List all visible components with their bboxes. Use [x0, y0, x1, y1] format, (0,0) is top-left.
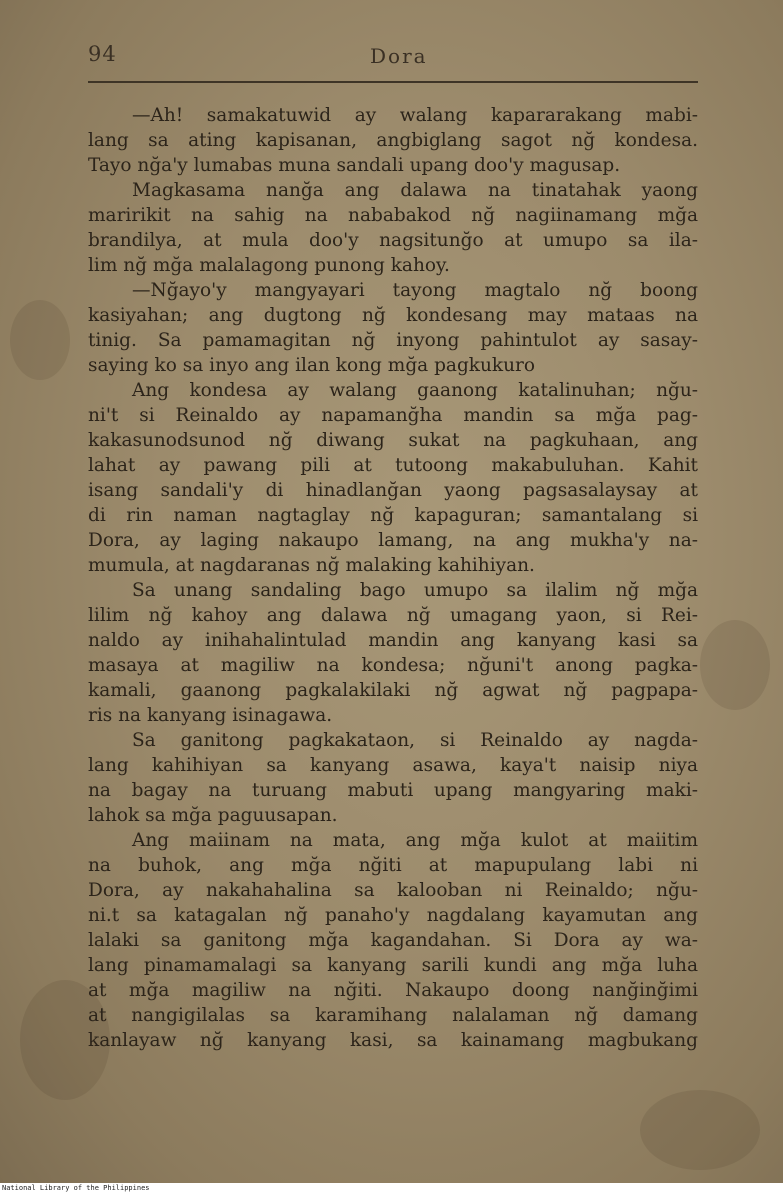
- text-line: lang pinamamalagi sa kanyang sarili kundi ang mğa luha: [88, 955, 698, 976]
- text-line: —Ah! samakatuwid ay walang kapararakang mabi-: [132, 105, 698, 126]
- text-line: maririkit na sahig na nababakod nğ nagiinamang mğa: [88, 205, 698, 226]
- text-line: lilim nğ kahoy ang dalawa nğ umagang yaon, si Rei-: [88, 605, 698, 626]
- text-line: Tayo nğa'y lumabas muna sandali upang doo'y magusap.: [88, 155, 621, 176]
- text-line: Dora, ay laging nakaupo lamang, na ang mukha'y na-: [88, 530, 698, 551]
- stain: [10, 300, 70, 380]
- body-text: [88, 103, 698, 1053]
- text-line: brandilya, at mula doo'y nagsitunğo at umupo sa ila-: [88, 230, 698, 251]
- text-line: ris na kanyang isinagawa.: [88, 705, 333, 726]
- text-line: Sa ganitong pagkakataon, si Reinaldo ay nagda-: [132, 730, 698, 751]
- page-number: 94: [88, 42, 117, 66]
- text-line: —Nğayo'y mangyayari tayong magtalo nğ boong: [132, 280, 698, 301]
- text-line: kanlayaw nğ kanyang kasi, sa kainamang magbukang: [88, 1030, 698, 1051]
- stain: [640, 1090, 760, 1170]
- text-line: kamali, gaanong pagkalakilaki nğ agwat nğ pagpapa-: [88, 680, 698, 701]
- text-line: lahat ay pawang pili at tutoong makabuluhan. Kahit: [88, 455, 698, 476]
- page-header: [88, 38, 696, 78]
- text-line: at nangigilalas sa karamihang nalalaman nğ damang: [88, 1005, 698, 1026]
- text-line: lang sa ating kapisanan, angbiglang sagot nğ kondesa.: [88, 130, 698, 151]
- text-line: Dora, ay nakahahalina sa kalooban ni Reinaldo; nğu-: [88, 880, 698, 901]
- text-line: tinig. Sa pamamagitan nğ inyong pahintulot ay sasay-: [88, 330, 698, 351]
- text-line: naldo ay inihahalintulad mandin ang kanyang kasi sa: [88, 630, 698, 651]
- text-line: masaya at magiliw na kondesa; nğuni't anong pagka-: [88, 655, 698, 676]
- text-line: kasiyahan; ang dugtong nğ kondesang may mataas na: [88, 305, 698, 326]
- text-line: Magkasama nanğa ang dalawa na tinatahak yaong: [132, 180, 698, 201]
- text-line: na buhok, ang mğa nğiti at mapupulang labi ni: [88, 855, 698, 876]
- text-line: lalaki sa ganitong mğa kagandahan. Si Dora ay wa-: [88, 930, 698, 951]
- text-line: Sa unang sandaling bago umupo sa ilalim nğ mğa: [132, 580, 698, 601]
- header-rule: [88, 81, 698, 83]
- text-line: lahok sa mğa paguusapan.: [88, 805, 338, 826]
- text-line: isang sandali'y di hinadlanğan yaong pagsasalaysay at: [88, 480, 698, 501]
- library-watermark: National Library of the Philippines: [2, 1184, 150, 1192]
- text-line: at mğa magiliw na nğiti. Nakaupo doong nanğinğimi: [88, 980, 698, 1001]
- text-line: kakasunodsunod nğ diwang sukat na pagkuhaan, ang: [88, 430, 698, 451]
- text-line: di rin naman nagtaglay nğ kapaguran; samantalang si: [88, 505, 698, 526]
- text-line: lim nğ mğa malalagong punong kahoy.: [88, 255, 450, 276]
- text-line: na bagay na turuang mabuti upang mangyaring maki-: [88, 780, 698, 801]
- running-title: Dora: [370, 44, 428, 68]
- text-line: ni.t sa katagalan nğ panaho'y nagdalang kayamutan ang: [88, 905, 698, 926]
- text-line: Ang kondesa ay walang gaanong katalinuhan; nğu-: [132, 380, 698, 401]
- text-line: lang kahihiyan sa kanyang asawa, kaya't naisip niya: [88, 755, 698, 776]
- text-line: ni't si Reinaldo ay napamanğha mandin sa mğa pag-: [88, 405, 698, 426]
- text-line: Ang maiinam na mata, ang mğa kulot at maiitim: [132, 830, 698, 851]
- text-line: mumula, at nagdaranas nğ malaking kahihiyan.: [88, 555, 535, 576]
- text-line: saying ko sa inyo ang ilan kong mğa pagkukuro: [88, 355, 536, 376]
- stain: [700, 620, 770, 710]
